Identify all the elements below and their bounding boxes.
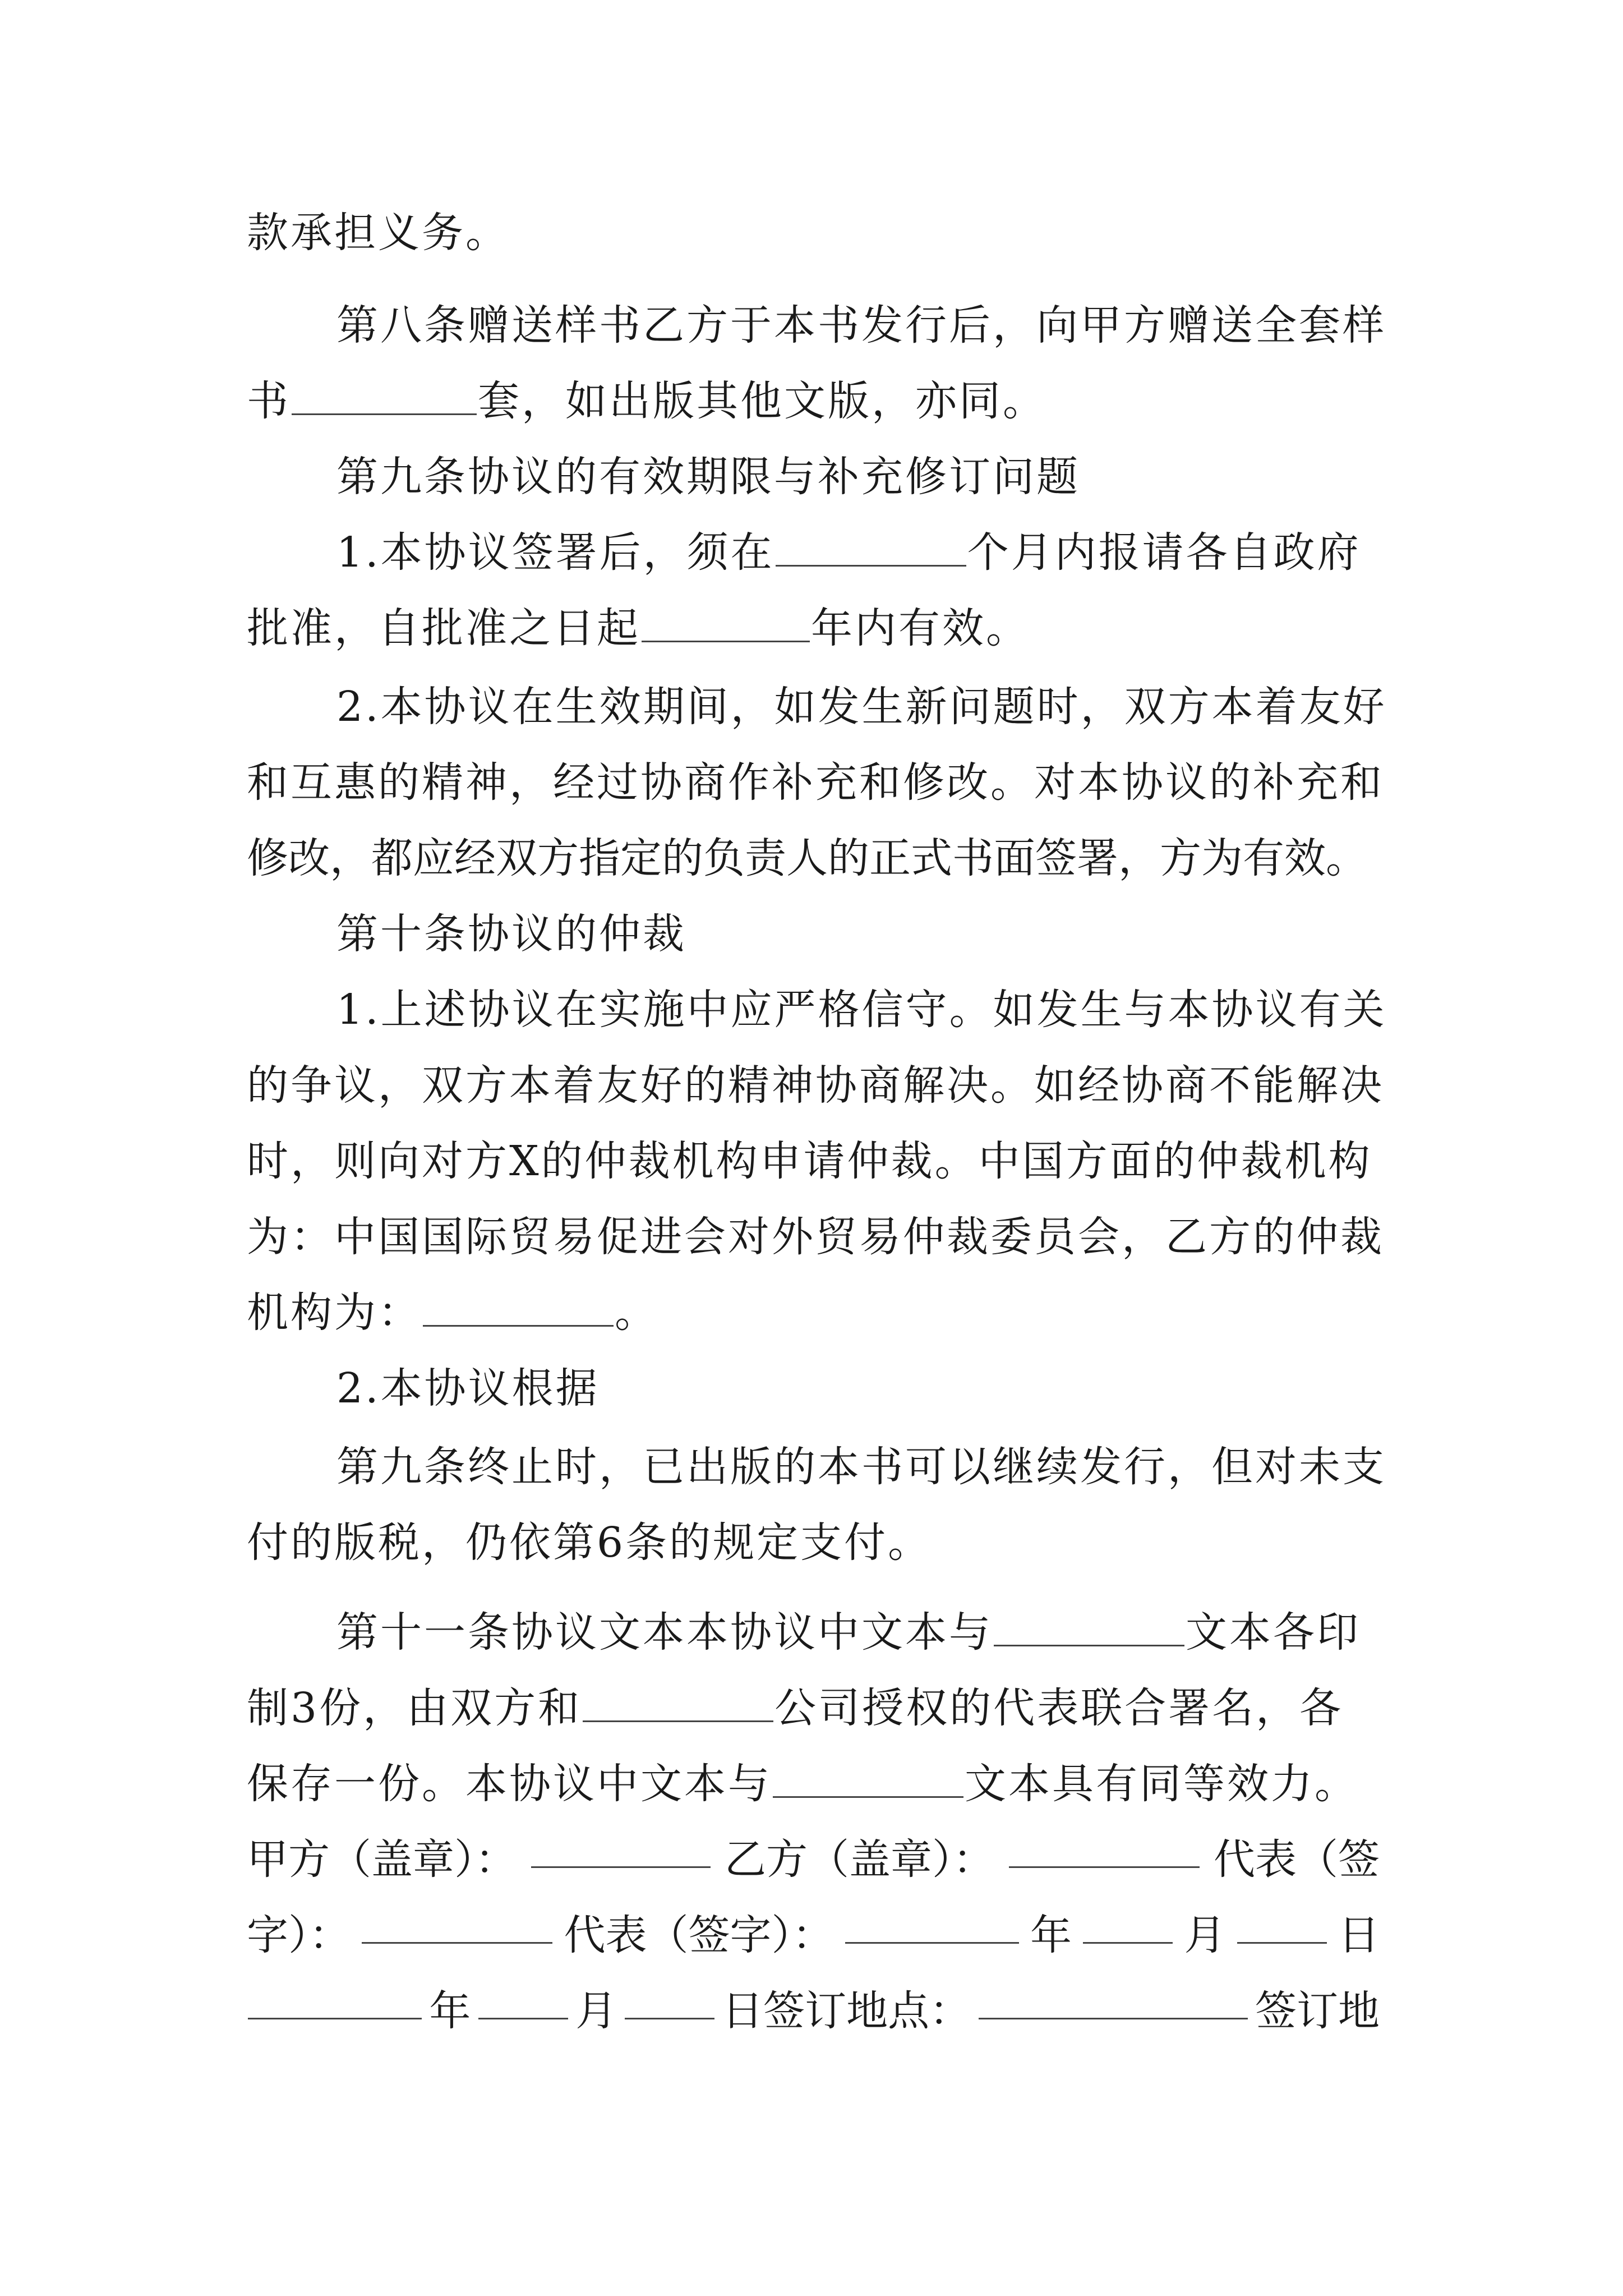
text-line: 为：中国国际贸易促进会对外贸易仲裁委员会，乙方的仲裁 — [247, 1213, 1384, 1261]
month-blank — [478, 1983, 568, 2019]
section-heading: 第十条协议的仲裁 — [336, 910, 686, 958]
text-line: 时，则向对方X的仲裁机构申请仲裁。中国方面的仲裁机构 — [247, 1137, 1372, 1185]
text-line: 第九条终止时，已出版的本书可以继续发行，但对未支 — [336, 1443, 1386, 1491]
fill-in-blank — [362, 1907, 552, 1944]
signing-place-blank — [979, 1983, 1248, 2019]
text-line: 书 套，如出版其他文版，亦同。 — [247, 377, 1046, 425]
signature-line — [247, 1832, 1380, 1888]
fill-in-blank — [423, 1290, 614, 1327]
section-heading: 第九条协议的有效期限与补充修订问题 — [336, 453, 1080, 501]
party-b-seal-blank — [1009, 1832, 1200, 1868]
text-line: 付的版税，仍依第6条的规定支付。 — [247, 1519, 932, 1567]
party-a-seal-label: 甲方（盖章）： — [247, 1835, 517, 1884]
month-blank — [1083, 1907, 1173, 1944]
text-line: 的争议，双方本着友好的精神协商解决。如经协商不能解决 — [247, 1061, 1384, 1110]
day-blank — [1237, 1907, 1327, 1944]
signature-line: 字）： 代表（签字）： 年 月 日 — [247, 1907, 1380, 1963]
representative-sign-label: 代表（签字）： — [564, 1911, 834, 1959]
text-line: 机构为： 。 — [247, 1289, 658, 1337]
text-line: 制3份，由双方和 公司授权的代表联合署名，各 — [247, 1684, 1344, 1732]
party-b-seal-label: 乙方（盖章）： — [725, 1835, 994, 1884]
fill-in-blank — [773, 1761, 963, 1798]
signing-place-label: 日签订地点： — [722, 1987, 971, 2035]
text-line: 1.本协议签署后，须在 个月内报请各自政府 — [336, 528, 1361, 577]
fill-in-blank — [994, 1610, 1184, 1646]
representative-label: 代表（签 — [1214, 1835, 1380, 1884]
text-line: 和互惠的精神，经过协商作补充和修改。对本协议的补充和 — [247, 758, 1384, 807]
text-line: 修改，都应经双方指定的负责人的正式书面签署，方为有效。 — [247, 834, 1367, 882]
party-a-seal-blank — [531, 1832, 711, 1868]
text-line: 2.本协议根据 — [336, 1364, 600, 1412]
text-line: 批准，自批准之日起 年内有效。 — [247, 604, 1030, 652]
year-blank — [248, 1983, 422, 2019]
text-line: 第十一条协议文本本协议中文本与 文本各印 — [336, 1608, 1361, 1657]
text-line: 第八条赠送样书乙方于本书发行后，向甲方赠送全套样 — [336, 301, 1386, 349]
fill-in-blank — [642, 606, 810, 642]
date-place-line: 年 月 日签订地点： 签订地 — [247, 1983, 1380, 2039]
text-line: 2.本协议在生效期间，如发生新问题时，双方本着友好 — [336, 683, 1387, 731]
year-blank — [845, 1907, 1019, 1944]
text-line: 1.上述协议在实施中应严格信守。如发生与本协议有关 — [336, 986, 1387, 1034]
day-blank — [625, 1983, 714, 2019]
text-line: 款承担义务。 — [247, 209, 509, 257]
text-line: 保存一份。本协议中文本与 文本具有同等效力。 — [247, 1760, 1358, 1808]
fill-in-blank — [292, 379, 477, 415]
fill-in-blank — [776, 530, 966, 567]
fill-in-blank — [583, 1686, 773, 1722]
